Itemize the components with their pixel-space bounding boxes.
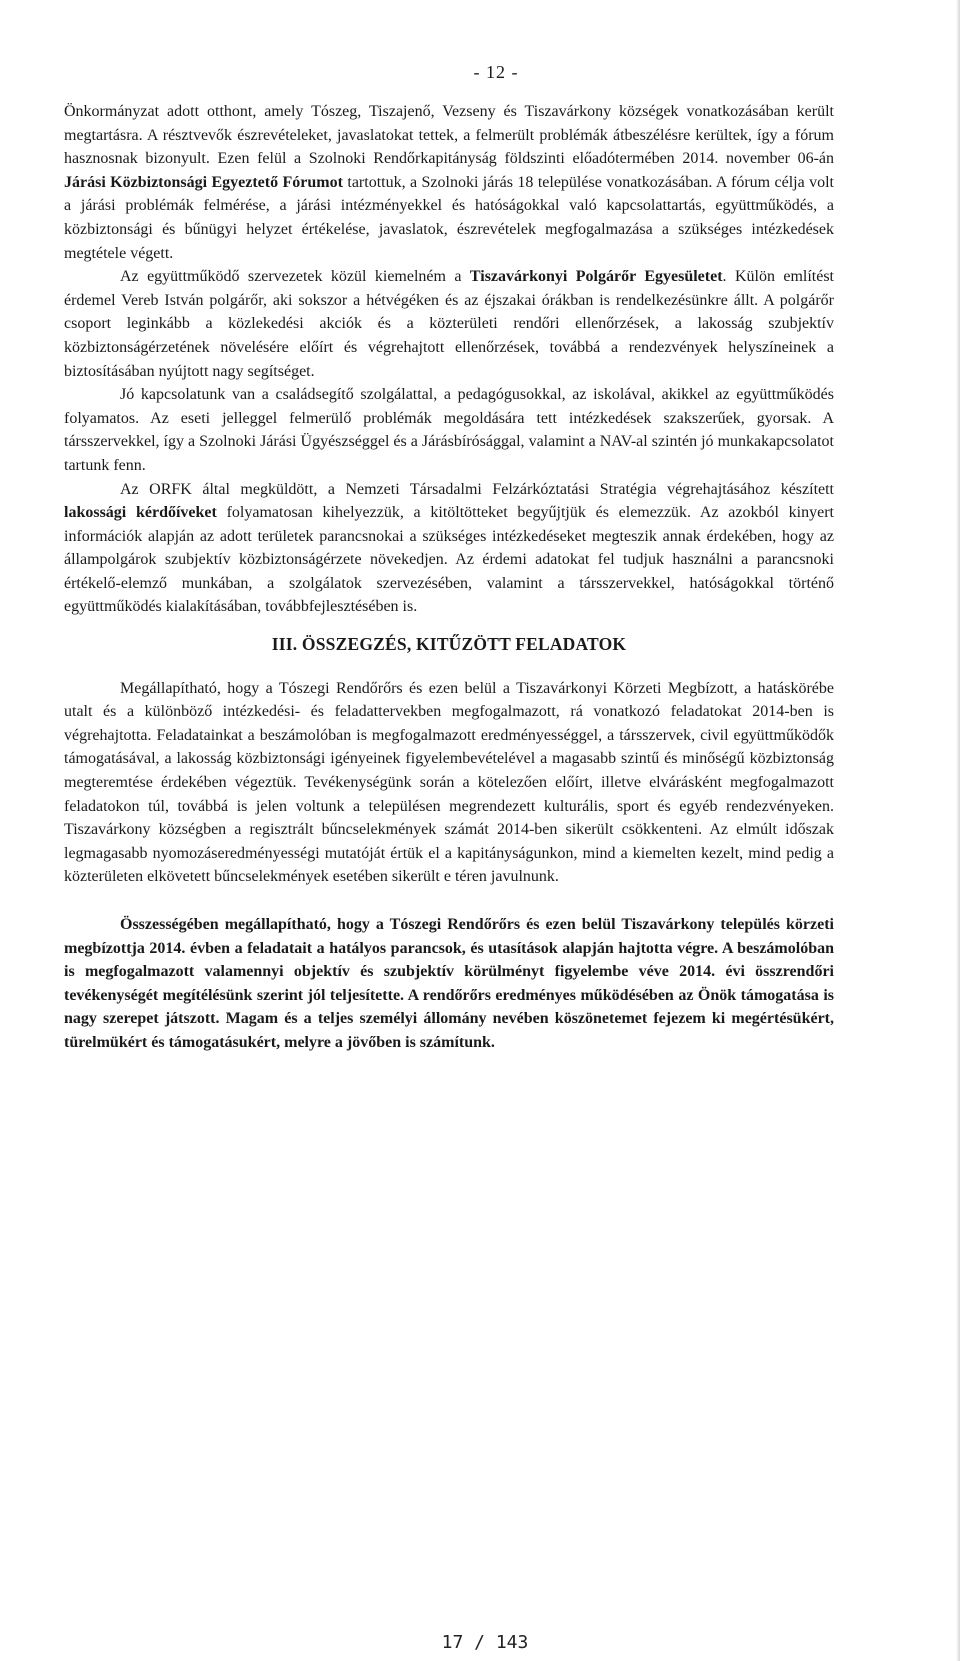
- bold-text: Járási Közbiztonsági Egyeztető Fórumot: [64, 173, 343, 191]
- text: Az együttműködő szervezetek közül kiemelném a: [120, 268, 470, 286]
- text: tartottuk, a Szolnoki járás 18 települése vonatkozásában. A fórum célja volt a járási problémák felmérése, a járási intézményekkel és hatóságokkal való kapcsolattartás, együttműködés, a közbiztonsági és bűnügyi helyzet értékelése, javaslatok, észrevételek megfogalmazása a szükséges intézkedések megtétele végett.: [64, 173, 835, 262]
- page-edge: [956, 0, 960, 1661]
- paragraph-partners: Jó kapcsolatunk van a családsegítő szolgálattal, a pedagógusokkal, az iskolával, akikkel az együttműködés folyamatos. Az eseti jelleggel felmerülő problémák megoldására tett intézkedések szakszerűek, gyorsak. A társszervekkel, így a Szolnoki Járási Ügyészséggel és a Járásbírósággal, valamint a NAV-al szintén jó munkakapcsolatot tartunk fenn.: [64, 386, 834, 474]
- paragraph-summary: Megállapítható, hogy a Tószegi Rendőrőrs és ezen belül a Tiszavárkonyi Körzeti Megbízott, a hatáskörébe utalt és a különböző intézkedési- és feladattervekben megfogalmazott, rá vonatkozó feladatokat 2014-ben is végrehajtotta. Feladatainkat a beszámolóban is megfogalmazott eredményességgel, a társszervek, civil együttműködők támogatásával, a lakosság közbiztonsági igényeinek figyelembevételével a magasabb szintű és minőségű közbiztonság megteremtése érdekében végeztük. Tevékenységünk során a kötelezően előírt, illetve elvárásként megfogalmazott feladatokon túl, továbbá is jelen voltunk a településen megrendezett kulturális, sport és egyéb rendezvényeken. Tiszavárkony községben a regisztrált bűncselekmények számát 2014-ben sikerült csökkenteni. Az elmúlt időszak legmagasabb nyomozáseredményességi mutatóját értük el a kapitányságunkon, mind a kiemelten kezelt, mind pedig a közterületen elkövetett bűncselekmények esetében sikerült e téren javulnunk.: [64, 679, 834, 886]
- text: . Külön említést érdemel Vereb István polgárőr, aki sokszor a hétvégéken és az éjszakai órákban is rendelkezésünkre állt. A polgárőr csoport leginkább a közlekedési akciók és a közterületi rendőri ellenőrzések, a lakosság szubjektív közbiztonságérzetének növelésére előírt és végrehajtott ellenőrzések, továbbá a rendezvények helyszíneinek a biztosításában nyújtott nagy segítséget.: [64, 268, 834, 380]
- bold-text: lakossági kérdőíveket: [64, 504, 217, 522]
- page-number: - 12 -: [473, 62, 519, 82]
- viewer-page-indicator: 17 / 143: [441, 1632, 529, 1653]
- paragraph-civil-guard: [64, 265, 834, 383]
- document-body: [64, 100, 834, 1055]
- text: Az ORFK által megküldött, a Nemzeti Társadalmi Felzárkóztatási Stratégia végrehajtásához készített: [120, 480, 834, 498]
- paragraph-conclusion: Összességében megállapítható, hogy a Tószegi Rendőrőrs és ezen belül Tiszavárkony település körzeti megbízottja 2014. évben a feladatait a hatályos parancsok, és utasítások alapján hajtotta végre. A beszámolóban is megfogalmazott valamennyi objektív és szubjektív körülményt figyelembe véve 2014. évi összrendőri tevékenységét megítélésünk szerint jól teljesítette. A rendőrőrs eredményes működésében az Önök támogatása is nagy szerepet játszott. Magam és a teljes személyi állomány nevében köszönetemet fejezem ki megértésükért, türelmükért és támogatásukért, melyre a jövőben is számítunk.: [64, 916, 834, 1051]
- text: folyamatosan kihelyezzük, a kitöltötteket begyűjtjük és elemezzük. Az azokból kinyert információk alapján az adott területek parancsnokai a szükséges intézkedéseket megteszik annak érdekében, hogy az állampolgárok szubjektív közbiztonságérzete növekedjen. Az érdemi adatokat fel tudjuk használni a parancsnoki értékelő-elemző munkában, a szolgálatok szervezésében, valamint a társszervekkel, hatóságokkal történő együttműködés kialakításában, továbbfejlesztésében is.: [64, 504, 834, 616]
- paragraph-questionnaires: [64, 478, 834, 620]
- text: Önkormányzat adott otthont, amely Tószeg, Tiszajenő, Vezseny és Tiszavárkony községek vonatkozásában került megtartásra. A résztvevők észrevételeket, javaslatokat tettek, a felmerült problémák átbeszélésre kerültek, így a fórum hasznosnak bizonyult. Ezen felül a Szolnoki Rendőrkapitányság földszinti előadótermében 2014. november 06-án: [64, 103, 834, 168]
- paragraph-forum: [64, 100, 834, 265]
- section-heading: III. ÖSSZEGZÉS, KITŰZÖTT FELADATOK: [271, 634, 627, 655]
- bold-text: Tiszavárkonyi Polgárőr Egyesületet: [469, 268, 723, 286]
